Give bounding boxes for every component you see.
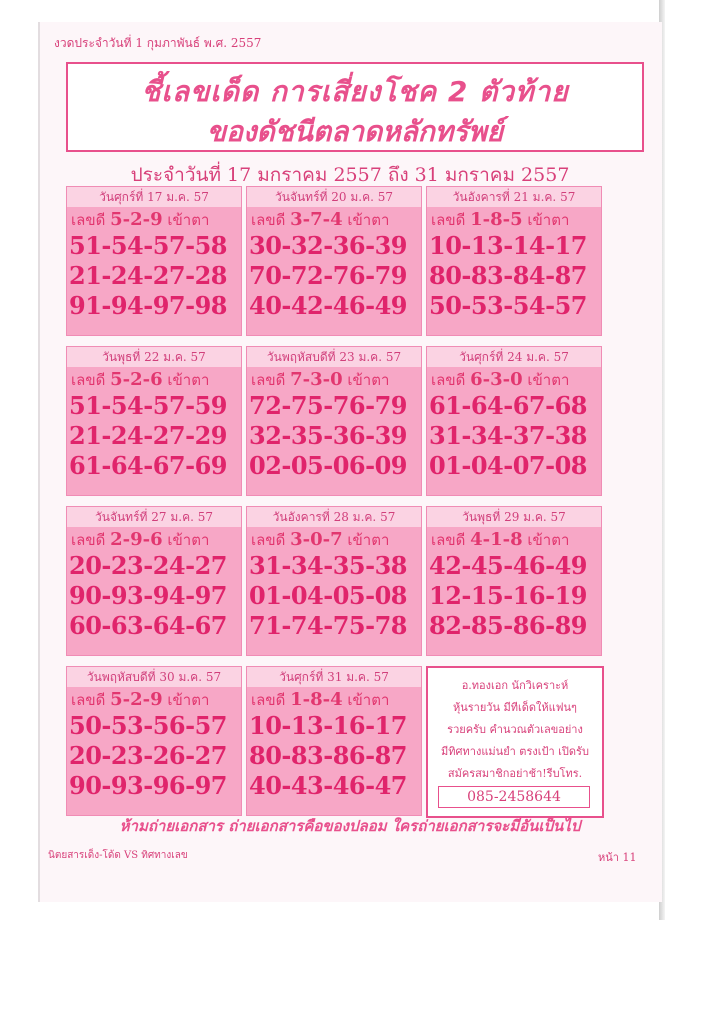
card-date: วันอังคารที่ 21 ม.ค. 57 xyxy=(427,187,601,207)
title-line-2: ของดัชนีตลาดหลักทรัพย์ xyxy=(206,115,504,148)
number-row: 51-54-57-58 xyxy=(69,231,227,260)
key-digits: 5-2-9 xyxy=(110,689,163,710)
prediction-card xyxy=(246,346,422,496)
number-row: 20-23-24-27 xyxy=(69,551,227,580)
card-key-line xyxy=(251,689,417,711)
card-key-line xyxy=(431,209,597,231)
number-row: 21-24-27-28 xyxy=(69,261,227,290)
key-prefix: เลขดี xyxy=(431,211,466,229)
number-row: 10-13-16-17 xyxy=(249,711,407,740)
key-digits: 4-1-8 xyxy=(470,529,523,550)
number-row: 50-53-54-57 xyxy=(429,291,587,320)
issue-date: งวดประจำวันที่ 1 กุมภาพันธ์ พ.ศ. 2557 xyxy=(54,36,262,50)
key-prefix: เลขดี xyxy=(71,211,106,229)
card-key-line xyxy=(431,369,597,391)
prediction-card xyxy=(66,346,242,496)
number-row: 01-04-05-08 xyxy=(249,581,407,610)
key-digits: 5-2-9 xyxy=(110,209,163,230)
key-suffix: เข้าตา xyxy=(347,691,390,709)
key-suffix: เข้าตา xyxy=(527,371,570,389)
card-date: วันจันทร์ที่ 20 ม.ค. 57 xyxy=(247,187,421,207)
key-digits: 1-8-4 xyxy=(290,689,343,710)
magazine-page xyxy=(38,22,662,902)
date-range: ประจำวันที่ 17 มกราคม 2557 ถึง 31 มกราคม 2557 xyxy=(130,164,570,186)
number-row: 90-93-94-97 xyxy=(69,581,227,610)
card-key-line xyxy=(251,369,417,391)
key-suffix: เข้าตา xyxy=(347,211,390,229)
number-row: 80-83-86-87 xyxy=(249,741,407,770)
prediction-card xyxy=(66,506,242,656)
footer-page-number: หน้า 11 xyxy=(598,851,637,864)
key-prefix: เลขดี xyxy=(71,691,106,709)
title-line-1: ชี้เลขเด็ด การเสี่ยงโชค 2 ตัวท้าย xyxy=(141,75,569,108)
prediction-card xyxy=(426,186,602,336)
card-date: วันศุกร์ที่ 31 ม.ค. 57 xyxy=(247,667,421,687)
key-suffix: เข้าตา xyxy=(167,211,210,229)
card-key-line xyxy=(431,529,597,551)
info-line: อ.ทองเอก นักวิเคราะห์ xyxy=(461,679,569,692)
number-row: 90-93-96-97 xyxy=(69,771,227,800)
prediction-card xyxy=(246,506,422,656)
number-row: 61-64-67-68 xyxy=(429,391,587,420)
key-suffix: เข้าตา xyxy=(167,371,210,389)
key-digits: 7-3-0 xyxy=(290,369,343,390)
key-prefix: เลขดี xyxy=(251,371,286,389)
key-prefix: เลขดี xyxy=(71,371,106,389)
card-key-line xyxy=(251,209,417,231)
key-prefix: เลขดี xyxy=(71,531,106,549)
number-row: 71-74-75-78 xyxy=(249,611,407,640)
prediction-card xyxy=(66,666,242,816)
key-digits: 1-8-5 xyxy=(470,209,523,230)
number-row: 20-23-26-27 xyxy=(69,741,227,770)
key-prefix: เลขดี xyxy=(431,371,466,389)
number-row: 31-34-35-38 xyxy=(249,551,407,580)
card-date: วันพฤหัสบดีที่ 23 ม.ค. 57 xyxy=(247,347,421,367)
copy-warning: ห้ามถ่ายเอกสาร ถ่ายเอกสารคือของปลอม ใครถ่ายเอกสารจะมีอันเป็นไป xyxy=(119,817,581,835)
number-row: 21-24-27-29 xyxy=(69,421,227,450)
number-row: 72-75-76-79 xyxy=(249,391,407,420)
card-date: วันศุกร์ที่ 24 ม.ค. 57 xyxy=(427,347,601,367)
number-row: 02-05-06-09 xyxy=(249,451,407,480)
number-row: 42-45-46-49 xyxy=(429,551,587,580)
number-row: 50-53-56-57 xyxy=(69,711,227,740)
key-digits: 2-9-6 xyxy=(110,529,163,550)
key-suffix: เข้าตา xyxy=(167,531,210,549)
prediction-card xyxy=(246,186,422,336)
number-row: 40-42-46-49 xyxy=(249,291,407,320)
key-prefix: เลขดี xyxy=(251,531,286,549)
card-key-line xyxy=(251,529,417,551)
info-line: หุ้นรายวัน มีทีเด็ดให้แฟนๆ xyxy=(453,701,577,714)
number-row: 40-43-46-47 xyxy=(249,771,407,800)
number-row: 61-64-67-69 xyxy=(69,451,227,480)
number-row: 10-13-14-17 xyxy=(429,231,587,260)
number-row: 51-54-57-59 xyxy=(69,391,227,420)
key-suffix: เข้าตา xyxy=(527,531,570,549)
card-date: วันจันทร์ที่ 27 ม.ค. 57 xyxy=(67,507,241,527)
number-row: 31-34-37-38 xyxy=(429,421,587,450)
card-key-line xyxy=(71,369,237,391)
card-key-line xyxy=(71,209,237,231)
card-date: วันอังคารที่ 28 ม.ค. 57 xyxy=(247,507,421,527)
number-row: 80-83-84-87 xyxy=(429,261,587,290)
number-row: 82-85-86-89 xyxy=(429,611,587,640)
key-digits: 3-7-4 xyxy=(290,209,343,230)
info-line: รวยครับ คำนวณตัวเลขอย่าง xyxy=(447,723,583,736)
info-line: สมัครสมาชิกอย่าช้า!รีบโทร. xyxy=(447,767,583,780)
analyst-info-card xyxy=(426,666,604,818)
key-suffix: เข้าตา xyxy=(527,211,570,229)
key-digits: 5-2-6 xyxy=(110,369,163,390)
number-row: 60-63-64-67 xyxy=(69,611,227,640)
number-row: 70-72-76-79 xyxy=(249,261,407,290)
prediction-card xyxy=(426,346,602,496)
prediction-card xyxy=(426,506,602,656)
key-suffix: เข้าตา xyxy=(347,531,390,549)
card-date: วันพุธที่ 22 ม.ค. 57 xyxy=(67,347,241,367)
key-suffix: เข้าตา xyxy=(347,371,390,389)
prediction-card xyxy=(246,666,422,816)
key-suffix: เข้าตา xyxy=(167,691,210,709)
number-row: 30-32-36-39 xyxy=(249,231,407,260)
number-row: 91-94-97-98 xyxy=(69,291,227,320)
card-date: วันศุกร์ที่ 17 ม.ค. 57 xyxy=(67,187,241,207)
key-prefix: เลขดี xyxy=(431,531,466,549)
number-row: 12-15-16-19 xyxy=(429,581,587,610)
key-digits: 3-0-7 xyxy=(290,529,343,550)
card-date: วันพฤหัสบดีที่ 30 ม.ค. 57 xyxy=(67,667,241,687)
key-prefix: เลขดี xyxy=(251,211,286,229)
key-digits: 6-3-0 xyxy=(470,369,523,390)
info-line: มีทิศทางแม่นยำ ตรงเป้า เปิดรับ xyxy=(441,745,589,758)
card-key-line xyxy=(71,689,237,711)
phone-number: 085-2458644 xyxy=(438,786,590,808)
card-date: วันพุธที่ 29 ม.ค. 57 xyxy=(427,507,601,527)
footer-magazine-name: นิตยสารเด็ง-โด้ด VS ทิศทางเลข xyxy=(48,850,188,861)
key-prefix: เลขดี xyxy=(251,691,286,709)
number-row: 32-35-36-39 xyxy=(249,421,407,450)
prediction-card xyxy=(66,186,242,336)
number-row: 01-04-07-08 xyxy=(429,451,587,480)
card-key-line xyxy=(71,529,237,551)
title-box xyxy=(66,62,644,152)
